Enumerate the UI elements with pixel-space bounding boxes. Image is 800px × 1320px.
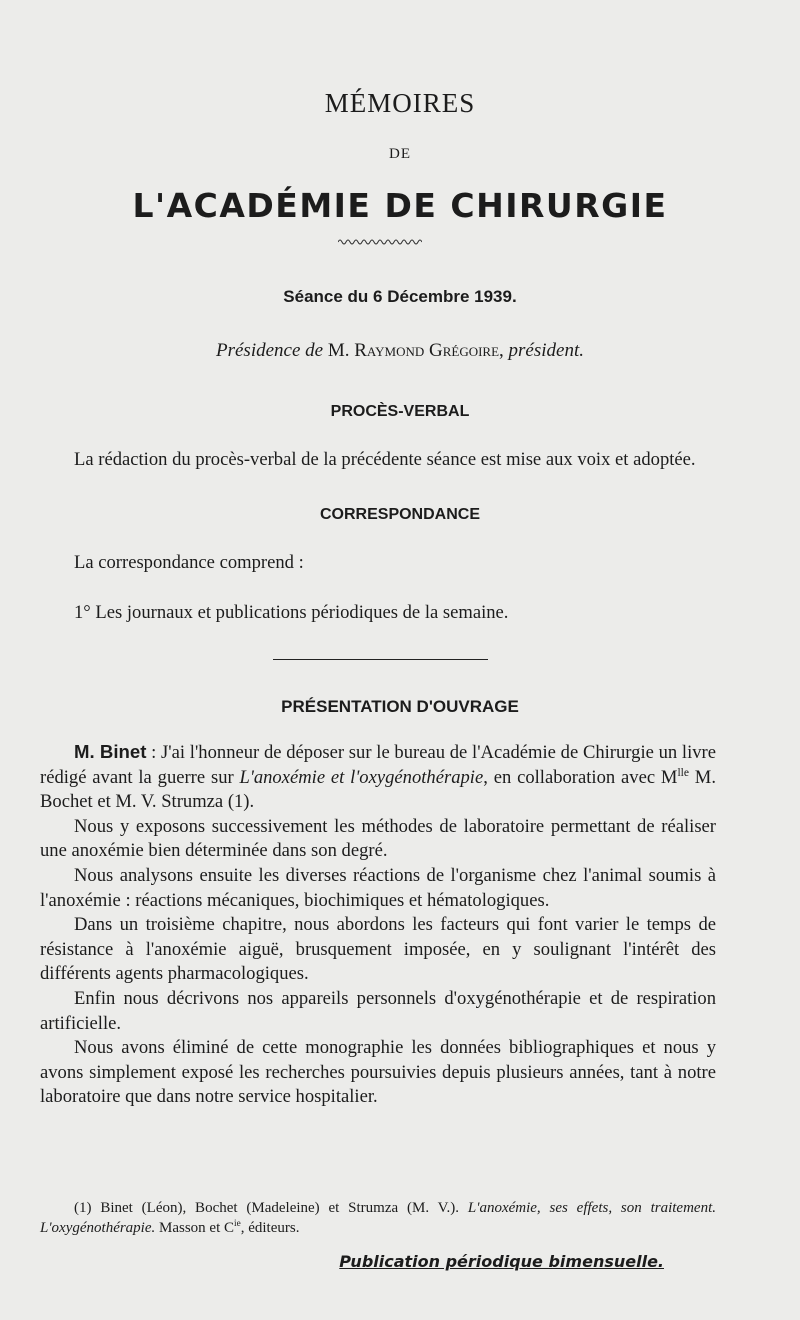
presidence-line bbox=[0, 340, 800, 362]
footnote-title: L'anoxémie, ses effets, son traitement. L'oxygénothérapie. bbox=[40, 1200, 716, 1236]
title-academie: L'ACADÉMIE DE CHIRURGIE bbox=[132, 186, 668, 225]
p1-text-b: , en collaboration avec M bbox=[483, 766, 678, 788]
p1-text-c: M. Bochet et M. V. Strumza (1). bbox=[40, 766, 716, 813]
publication-periodique: Publication périodique bimensuelle. bbox=[339, 1252, 664, 1271]
footnote-text-b: Masson et C bbox=[155, 1220, 235, 1236]
footnote bbox=[40, 1198, 716, 1238]
presidence-m: M. bbox=[327, 340, 350, 361]
presidence-prefix: Présidence de bbox=[216, 340, 324, 361]
correspondance-line-2: 1° Les journaux et publications périodiques de la semaine. bbox=[74, 602, 509, 623]
proces-verbal-text: La rédaction du procès-verbal de la précédente séance est mise aux voix et adoptée. bbox=[74, 449, 696, 470]
heading-correspondance: CORRESPONDANCE bbox=[319, 506, 480, 523]
p1-text-a: : J'ai l'honneur de déposer sur le bureau de l'Académie de Chirurgie un livre rédigé avant la guerre sur bbox=[40, 742, 717, 788]
heading-presentation: PRÉSENTATION D'OUVRAGE bbox=[281, 697, 519, 716]
footnote-text-a: (1) Binet (Léon), Bochet (Madeleine) et Strumza (M. V.). bbox=[74, 1200, 468, 1216]
presidence-role: président. bbox=[508, 340, 584, 361]
section-divider bbox=[273, 659, 488, 660]
presentation-paragraph-3: Nous analysons ensuite les diverses réactions de l'organisme chez l'animal soumis à l'anoxémie : réactions mécaniques, biochimiques et hématologiques. bbox=[40, 864, 716, 911]
title-de: DE bbox=[389, 146, 411, 162]
presentation-paragraph-1 bbox=[40, 740, 716, 815]
footnote-text-c: , éditeurs. bbox=[240, 1220, 300, 1236]
wavy-ornament bbox=[338, 238, 422, 248]
presentation-body bbox=[40, 740, 716, 1110]
heading-proces-verbal: PROCÈS-VERBAL bbox=[330, 403, 470, 420]
title-memoires: MÉMOIRES bbox=[324, 88, 476, 118]
presentation-paragraph-6: Nous avons éliminé de cette monographie les données bibliographiques et nous y avons simplement exposé les recherches poursuivies depuis plusieurs années, tant à notre laboratoire que dans notre service hospitalier. bbox=[40, 1037, 716, 1108]
presentation-paragraph-2: Nous y exposons successivement les méthodes de laboratoire permettant de réaliser une anoxémie bien déterminée dans son degré. bbox=[40, 815, 716, 862]
book-title: L'anoxémie et l'oxygénothérapie bbox=[239, 766, 484, 788]
presentation-paragraph-4: Dans un troisième chapitre, nous abordons les facteurs qui font varier le temps de résistance à l'anoxémie aiguë, brusquement imposée, en y soulignant l'intérêt des différents agents pharmacologiques. bbox=[40, 914, 716, 985]
presidence-name: Raymond Grégoire, bbox=[354, 340, 504, 361]
speaker-name: M. Binet bbox=[74, 741, 147, 762]
correspondance-line-1: La correspondance comprend : bbox=[74, 552, 304, 573]
footnote-sup: ie bbox=[234, 1219, 241, 1229]
presentation-paragraph-5: Enfin nous décrivons nos appareils personnels d'oxygénothérapie et de respiration artificielle. bbox=[40, 987, 716, 1034]
session-date: Séance du 6 Décembre 1939. bbox=[283, 287, 517, 306]
p1-sup: lle bbox=[677, 766, 689, 779]
